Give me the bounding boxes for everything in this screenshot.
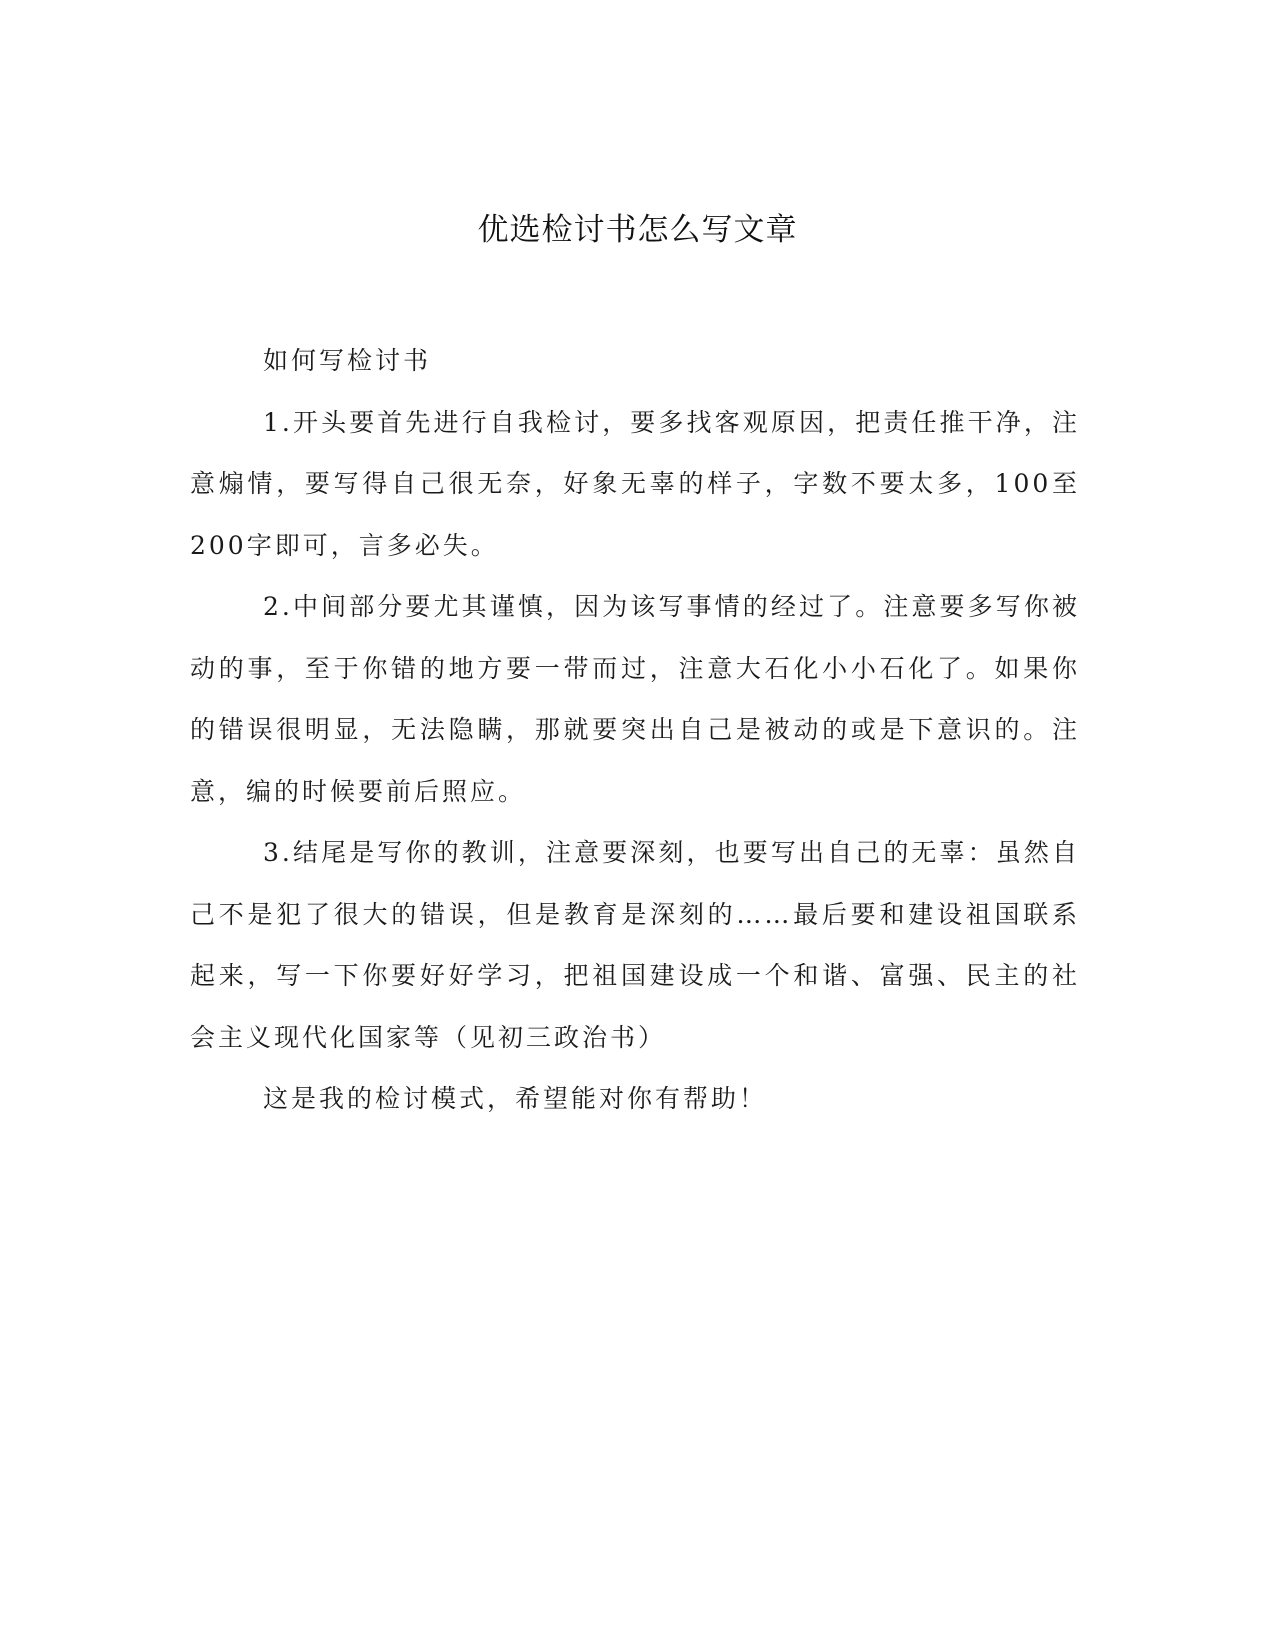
paragraph-closing: 这是我的检讨模式，希望能对你有帮助！ — [263, 1084, 768, 1113]
paragraph-point-2: 2.中间部分要尤其谨慎，因为该写事情的经过了。注意要多写你被动的事，至于你错的地方要一带而过，注意大石化小小石化了。如果你的错误很明显，无法隐瞒，那就要突出自己是被动的或是下意识的。注意，编的时候要前后照应。 — [190, 592, 1080, 806]
document-body — [190, 330, 1080, 1130]
paragraph-heading: 如何写检讨书 — [263, 346, 432, 375]
document-title: 优选检讨书怎么写文章 — [477, 212, 798, 248]
paragraph-point-1: 1.开头要首先进行自我检讨，要多找客观原因，把责任推干净，注意煽情，要写得自己很无奈，好象无辜的样子，字数不要太多，100至200字即可，言多必失。 — [190, 407, 1080, 560]
paragraph-point-3: 3.结尾是写你的教训，注意要深刻，也要写出自己的无辜：虽然自己不是犯了很大的错误，但是教育是深刻的……最后要和建设祖国联系起来，写一下你要好好学习，把祖国建设成一个和谐、富强、民主的社会主义现代化国家等（见初三政治书） — [190, 838, 1080, 1052]
